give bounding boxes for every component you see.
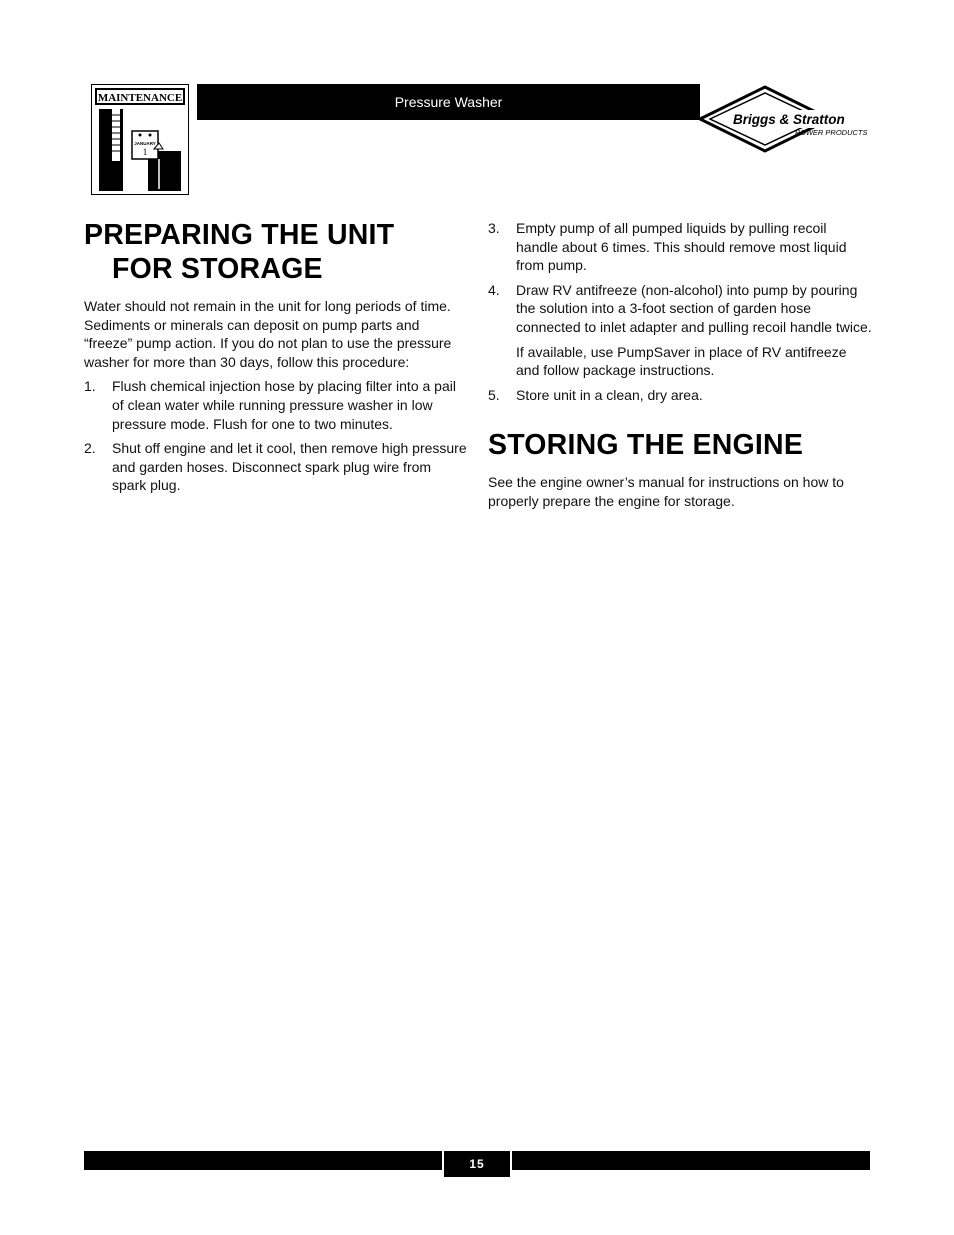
logo-name: Briggs & Stratton	[733, 112, 845, 127]
storage-step-5	[488, 386, 872, 405]
header-title: Pressure Washer	[394, 94, 503, 110]
engine-heading: STORING THE ENGINE	[488, 429, 804, 462]
storage-step-2	[84, 439, 468, 495]
step-text: Draw RV antifreeze (non-alcohol) into pump by pouring the solution into a 3-foot section of garden hose connected to inlet adapter and pulling recoil handle twice.	[516, 281, 872, 335]
storage-steps-list-b	[488, 219, 872, 337]
maintenance-label: MAINTENANCE	[97, 92, 183, 104]
step-text: Flush chemical injection hose by placing filter into a pail of clean water while running pressure washer in low pressure mode. Flush for one to two minutes.	[112, 378, 456, 432]
storage-steps-list-c	[488, 386, 872, 405]
storage-heading-line1: PREPARING THE UNIT	[84, 219, 395, 251]
maintenance-badge	[91, 84, 189, 195]
header-title-bar	[197, 84, 700, 120]
left-column	[84, 218, 468, 495]
engine-text: See the engine owner’s manual for instructions on how to properly prepare the engine for storage.	[488, 474, 844, 509]
right-column	[488, 215, 872, 511]
storage-step-4	[488, 281, 872, 337]
storage-heading	[84, 218, 468, 286]
step-number: 3.	[488, 220, 500, 236]
logo-subtitle: POWER PRODUCTS	[795, 128, 868, 137]
step-number: 2.	[84, 440, 96, 457]
step-text: Store unit in a clean, dry area.	[516, 386, 703, 403]
step-4-note: If available, use PumpSaver in place of RV antifreeze and follow package instructions.	[516, 343, 847, 379]
storage-steps-list-a	[84, 377, 468, 495]
page-number: 15	[469, 1157, 485, 1171]
step-text: Empty pump of all pumped liquids by pulling recoil handle about 6 times. This should remove most liquid from pump.	[516, 220, 847, 274]
maintenance-calendar-icon	[92, 85, 188, 194]
storage-step-3	[488, 219, 872, 275]
page-number-tab	[442, 1151, 512, 1177]
step-number: 5.	[488, 386, 500, 403]
calendar-month: JANUARY	[134, 141, 156, 146]
step-number: 4.	[488, 281, 500, 298]
briggs-stratton-logo-icon	[698, 84, 870, 154]
storage-heading-line2: FOR STORAGE	[112, 253, 323, 285]
brand-logo	[698, 84, 870, 154]
storage-step-1	[84, 377, 468, 433]
step-text: Shut off engine and let it cool, then remove high pressure and garden hoses. Disconnect spark plug wire from spark plug.	[112, 440, 467, 494]
storage-intro: Water should not remain in the unit for long periods of time. Sediments or minerals can deposit on pump parts and “freeze” pump action. If you do not plan to use the pressure washer for more than 30 days, follow this procedure:	[84, 298, 452, 370]
calendar-day: 1	[142, 147, 148, 157]
step-number: 1.	[84, 378, 96, 395]
